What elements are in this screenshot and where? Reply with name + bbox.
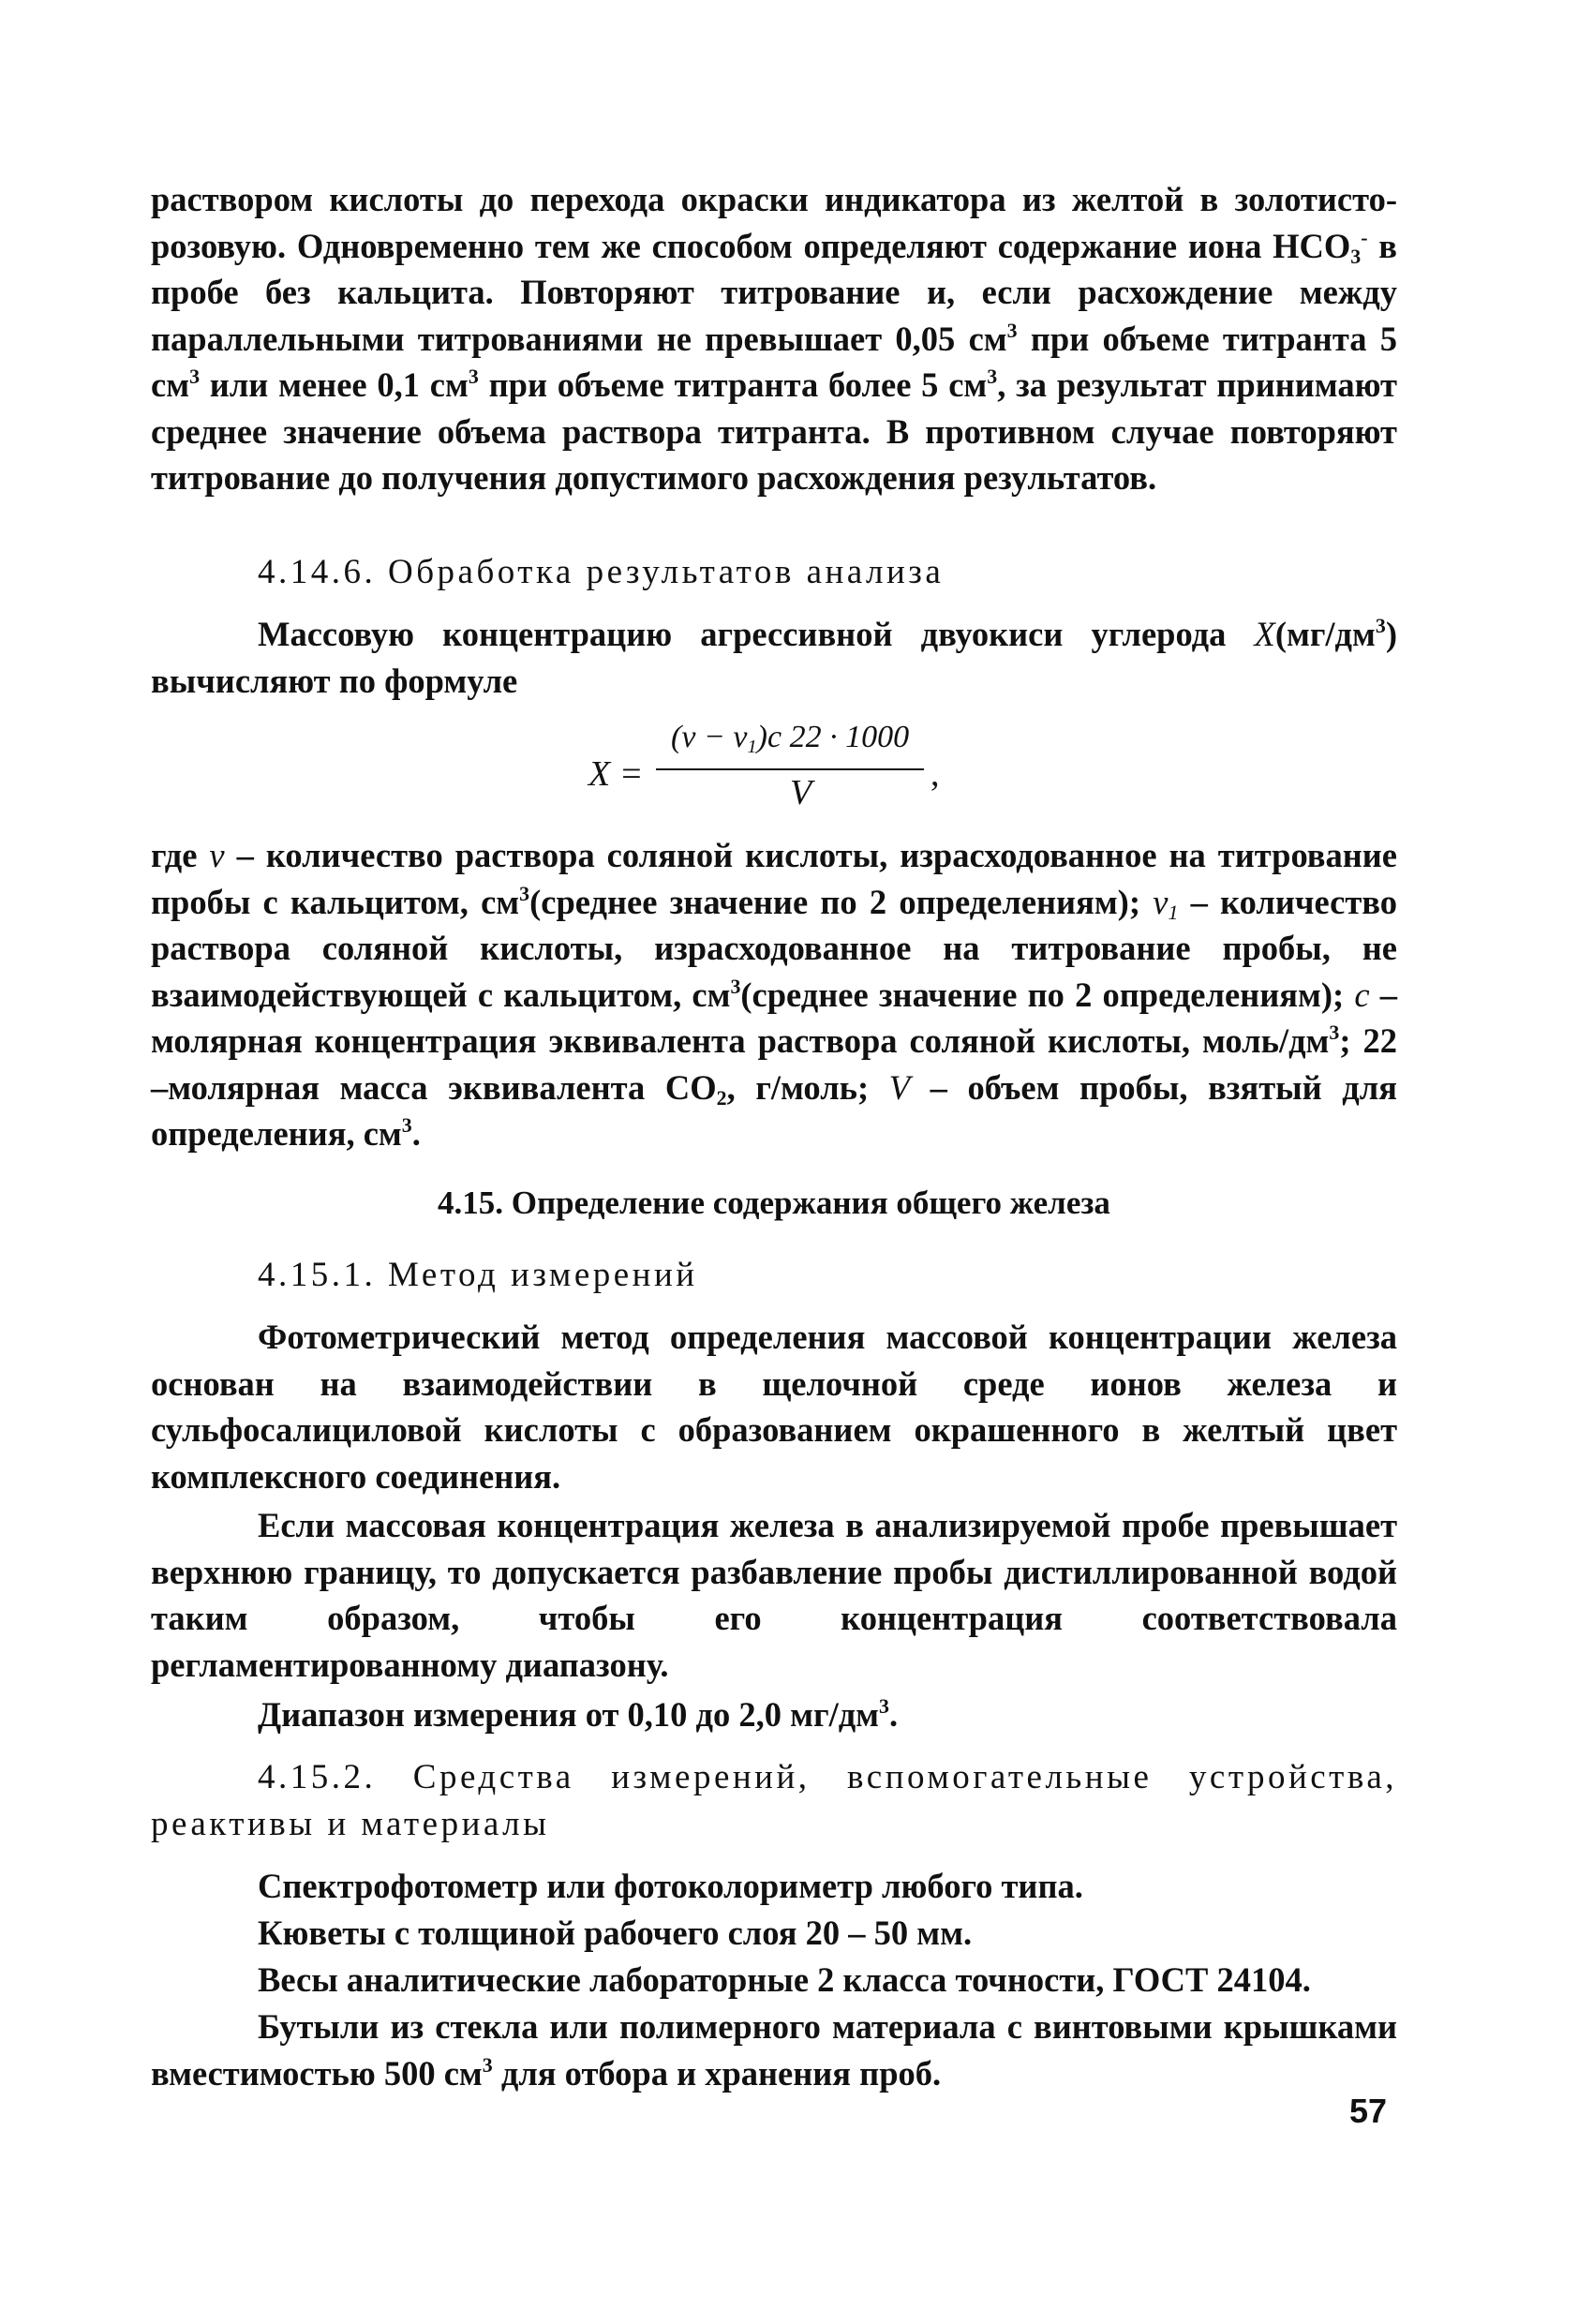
text-line: при объеме титранта более 5 см	[478, 365, 988, 404]
text-line: , за результат принимают среднее значение объема раствора титранта. В противном случае повторяют титрование до получения допустимого расхождения результатов.	[151, 365, 1397, 497]
paragraph-where: где v – количество раствора соляной кислоты, израсходованное на титрование пробы с кальцитом, $см^3(среднее$ значение по 2 определениям); $v_1$ – количество раствора соляной кислоты, израсходованное на титрование пробы, не взаимодействующей с кальцитом, $см^3(среднее$ значение по 2 определениям); с – молярная концентрация эквивалента раствора соляной кислоты, моль/$дм^3$; 22 –молярная масса эквивалента $СО_2$, г/моль; V – объем пробы, взятый для определения, $см^3$.	[151, 836, 1398, 1153]
paragraph-range: Диапазон измерения от 0,10 до 2,0 $мг/дм^3$.	[258, 1694, 899, 1734]
subscript: 3	[1350, 244, 1362, 268]
paragraph-spectrophotometer: Спектрофотометр или фотоколориметр любого типа.	[258, 1867, 1083, 1905]
formula: X = $(v - v_1)c$ 22 · 1000 V ,	[588, 720, 940, 812]
text-line: в пробе без кальцита. Повторяют титрование и, если расхождение между параллельными титрованиями не превышает 0,05 см	[151, 226, 1397, 358]
superscript: 3	[189, 365, 201, 388]
paragraph-scales: Весы аналитические лабораторные 2 класса точности, ГОСТ 24104.	[258, 1960, 1311, 1999]
formula-lhs: X =	[588, 754, 644, 794]
superscript: 3	[468, 365, 479, 388]
paragraph-bottles: Бутыли из стекла или полимерного материала с винтовыми крышками вместимостью 500 $см^3$ для отбора и хранения проб.	[151, 2007, 1397, 2093]
superscript: 3	[1006, 318, 1018, 342]
text-line: раствором кислоты до перехода окраски индикатора из желтой в золотисто-	[151, 180, 1397, 218]
section-heading-4-15: 4.15. Определение содержания общего железа	[438, 1184, 1110, 1221]
section-heading-4-15-2: 4.15.2. Средства измерений, вспомогательные устройства, реактивы и материалы	[151, 1758, 1397, 1843]
text-line: при объеме титранта 5 см	[151, 319, 1397, 404]
superscript: 3	[987, 365, 998, 388]
variable-x: X	[1254, 615, 1275, 653]
superscript: -	[1361, 225, 1368, 249]
section-heading-4-15-1: 4.15.1. Метод измерений	[258, 1256, 698, 1294]
section-heading-4-14-6: 4.14.6. Обработка результатов анализа	[258, 553, 945, 591]
page-number: 57	[1349, 2092, 1388, 2130]
paragraph-method: Фотометрический метод определения массовой концентрации железа основан на взаимодействии в щелочной среде ионов железа и сульфосалициловой кислоты с образованием окрашенного в желтый цвет комплексного соединения.	[151, 1318, 1397, 1496]
superscript: 3	[1375, 614, 1386, 637]
text-line: розовую. Одновременно тем же способом определяют содержание иона НСО	[151, 226, 1351, 265]
paragraph-dilution: Если массовая концентрация железа в анализируемой пробе превышает верхнюю границу, то допускается разбавление пробы дистиллированной водой таким образом, чтобы его концентрация соответствовала регламентированному диапазону.	[151, 1506, 1397, 1684]
paragraph-mass-concentration: Массовую концентрацию агрессивной двуокиси углерода $X(мг/дм^3)$ вычисляют по формуле	[151, 614, 1397, 700]
formula-numerator: $(v - v_1)c$ 22 · 1000	[671, 720, 910, 757]
formula-denominator: V	[790, 773, 812, 812]
paragraph-cuvettes: Кюветы с толщиной рабочего слоя 20 – 50 мм.	[258, 1914, 973, 1952]
fraction-bar	[656, 768, 924, 770]
paragraph-titration	[151, 176, 1397, 501]
text-line: или менее 0,1 см	[200, 365, 469, 404]
